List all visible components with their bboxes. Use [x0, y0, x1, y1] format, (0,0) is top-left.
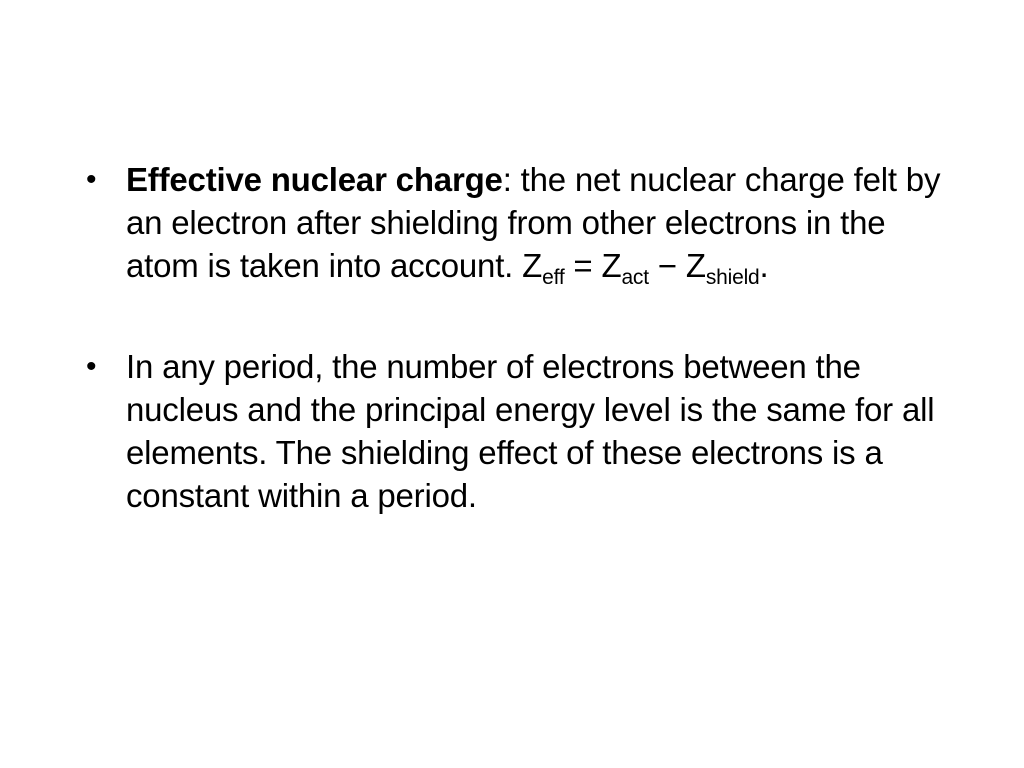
- definition-text: : the net nuclear charge felt by an electron after shielding from other electrons in the atom is taken into account.: [126, 161, 941, 284]
- formula-z-act: Z: [601, 247, 622, 284]
- shielding-text: In any period, the number of electrons between the nucleus and the principal energy level is the same for all elements. The shielding effect of these electrons is a constant within a period.: [126, 348, 935, 514]
- formula-equals: =: [564, 247, 602, 284]
- formula-z-shield: Z: [685, 247, 706, 284]
- formula-subscript-act: act: [621, 266, 649, 289]
- formula-z-eff: Z: [522, 247, 543, 284]
- bullet-shielding-in-period: [86, 345, 956, 517]
- bullet-list: [86, 158, 956, 517]
- bullet-marker: •: [86, 163, 97, 196]
- formula-subscript-shield: shield: [705, 266, 760, 289]
- formula-subscript-eff: eff: [542, 266, 565, 289]
- bullet-effective-nuclear-charge: [86, 158, 956, 287]
- bullet-marker: •: [86, 350, 97, 383]
- term-effective-nuclear-charge: Effective nuclear charge: [126, 161, 503, 198]
- formula: [522, 247, 769, 289]
- formula-period: .: [759, 247, 769, 284]
- formula-minus: −: [648, 247, 686, 284]
